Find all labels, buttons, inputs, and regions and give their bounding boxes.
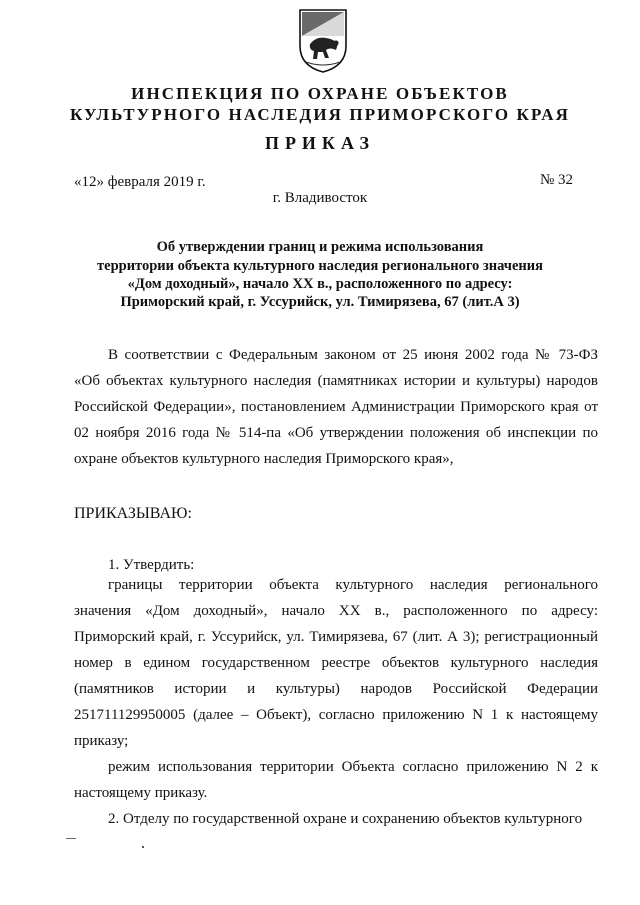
text-line: номер в едином государственном реестре объектов культурного наследия [74,655,598,671]
text-line: настоящему приказу. [74,785,208,801]
clause-heading: 1. Утвердить: [108,557,195,573]
text-line: В соответствии с Федеральным законом от 25 июня 2002 года № 73-ФЗ [108,347,598,363]
order-city: г. Владивосток [272,190,368,206]
text-line: приказу; [74,733,129,749]
order-date: «12» февраля 2019 г. [74,174,206,190]
text-line: режим использования территории Объекта согласно приложению N 2 к [108,759,598,775]
text-line: 251711129950005 (далее – Объект), согласно приложению N 1 к настоящему [74,707,598,723]
order-number: № 32 [540,172,574,188]
text-line: значения «Дом доходный», начало XX в., расположенного по адресу: [74,603,598,619]
text-line: границы территории объекта культурного наследия регионального [108,577,598,593]
scan-mark [66,838,76,839]
organization-name-line-1: ИНСПЕКЦИЯ ПО ОХРАНЕ ОБЪЕКТОВ [131,84,509,103]
text-line: охране объектов культурного наследия Приморского края», [74,451,454,467]
text-line: «Об объектах культурного наследия (памятниках истории и культуры) народов [74,373,598,389]
organization-name-line-2: КУЛЬТУРНОГО НАСЛЕДИЯ ПРИМОРСКОГО КРАЯ [69,105,571,124]
text-line: 02 ноября 2016 года № 514-па «Об утверждении положения об инспекции по [74,425,598,441]
subject-line: Об утверждении границ и режима использования [156,239,484,255]
document-type-title: ПРИКАЗ [264,133,376,153]
clause-heading: 2. Отделу по государственной охране и сохранению объектов культурного [108,811,583,827]
subject-line: территории объекта культурного наследия регионального значения [97,258,543,274]
order-directive-word: ПРИКАЗЫВАЮ: [74,505,192,522]
scan-mark [142,846,144,848]
coat-of-arms-emblem [296,6,350,74]
subject-line: Приморский край, г. Уссурийск, ул. Тимирязева, 67 (лит.А 3) [120,294,520,310]
text-line: (памятников истории и культуры) народов Российской Федерации [74,681,598,697]
text-line: Российской Федерации», постановлением Администрации Приморского края от [74,399,598,415]
subject-line: «Дом доходный», начало XX в., расположенного по адресу: [127,276,513,292]
text-line: Приморский край, г. Уссурийск, ул. Тимирязева, 67 (лит. А 3); регистрационный [74,629,598,645]
